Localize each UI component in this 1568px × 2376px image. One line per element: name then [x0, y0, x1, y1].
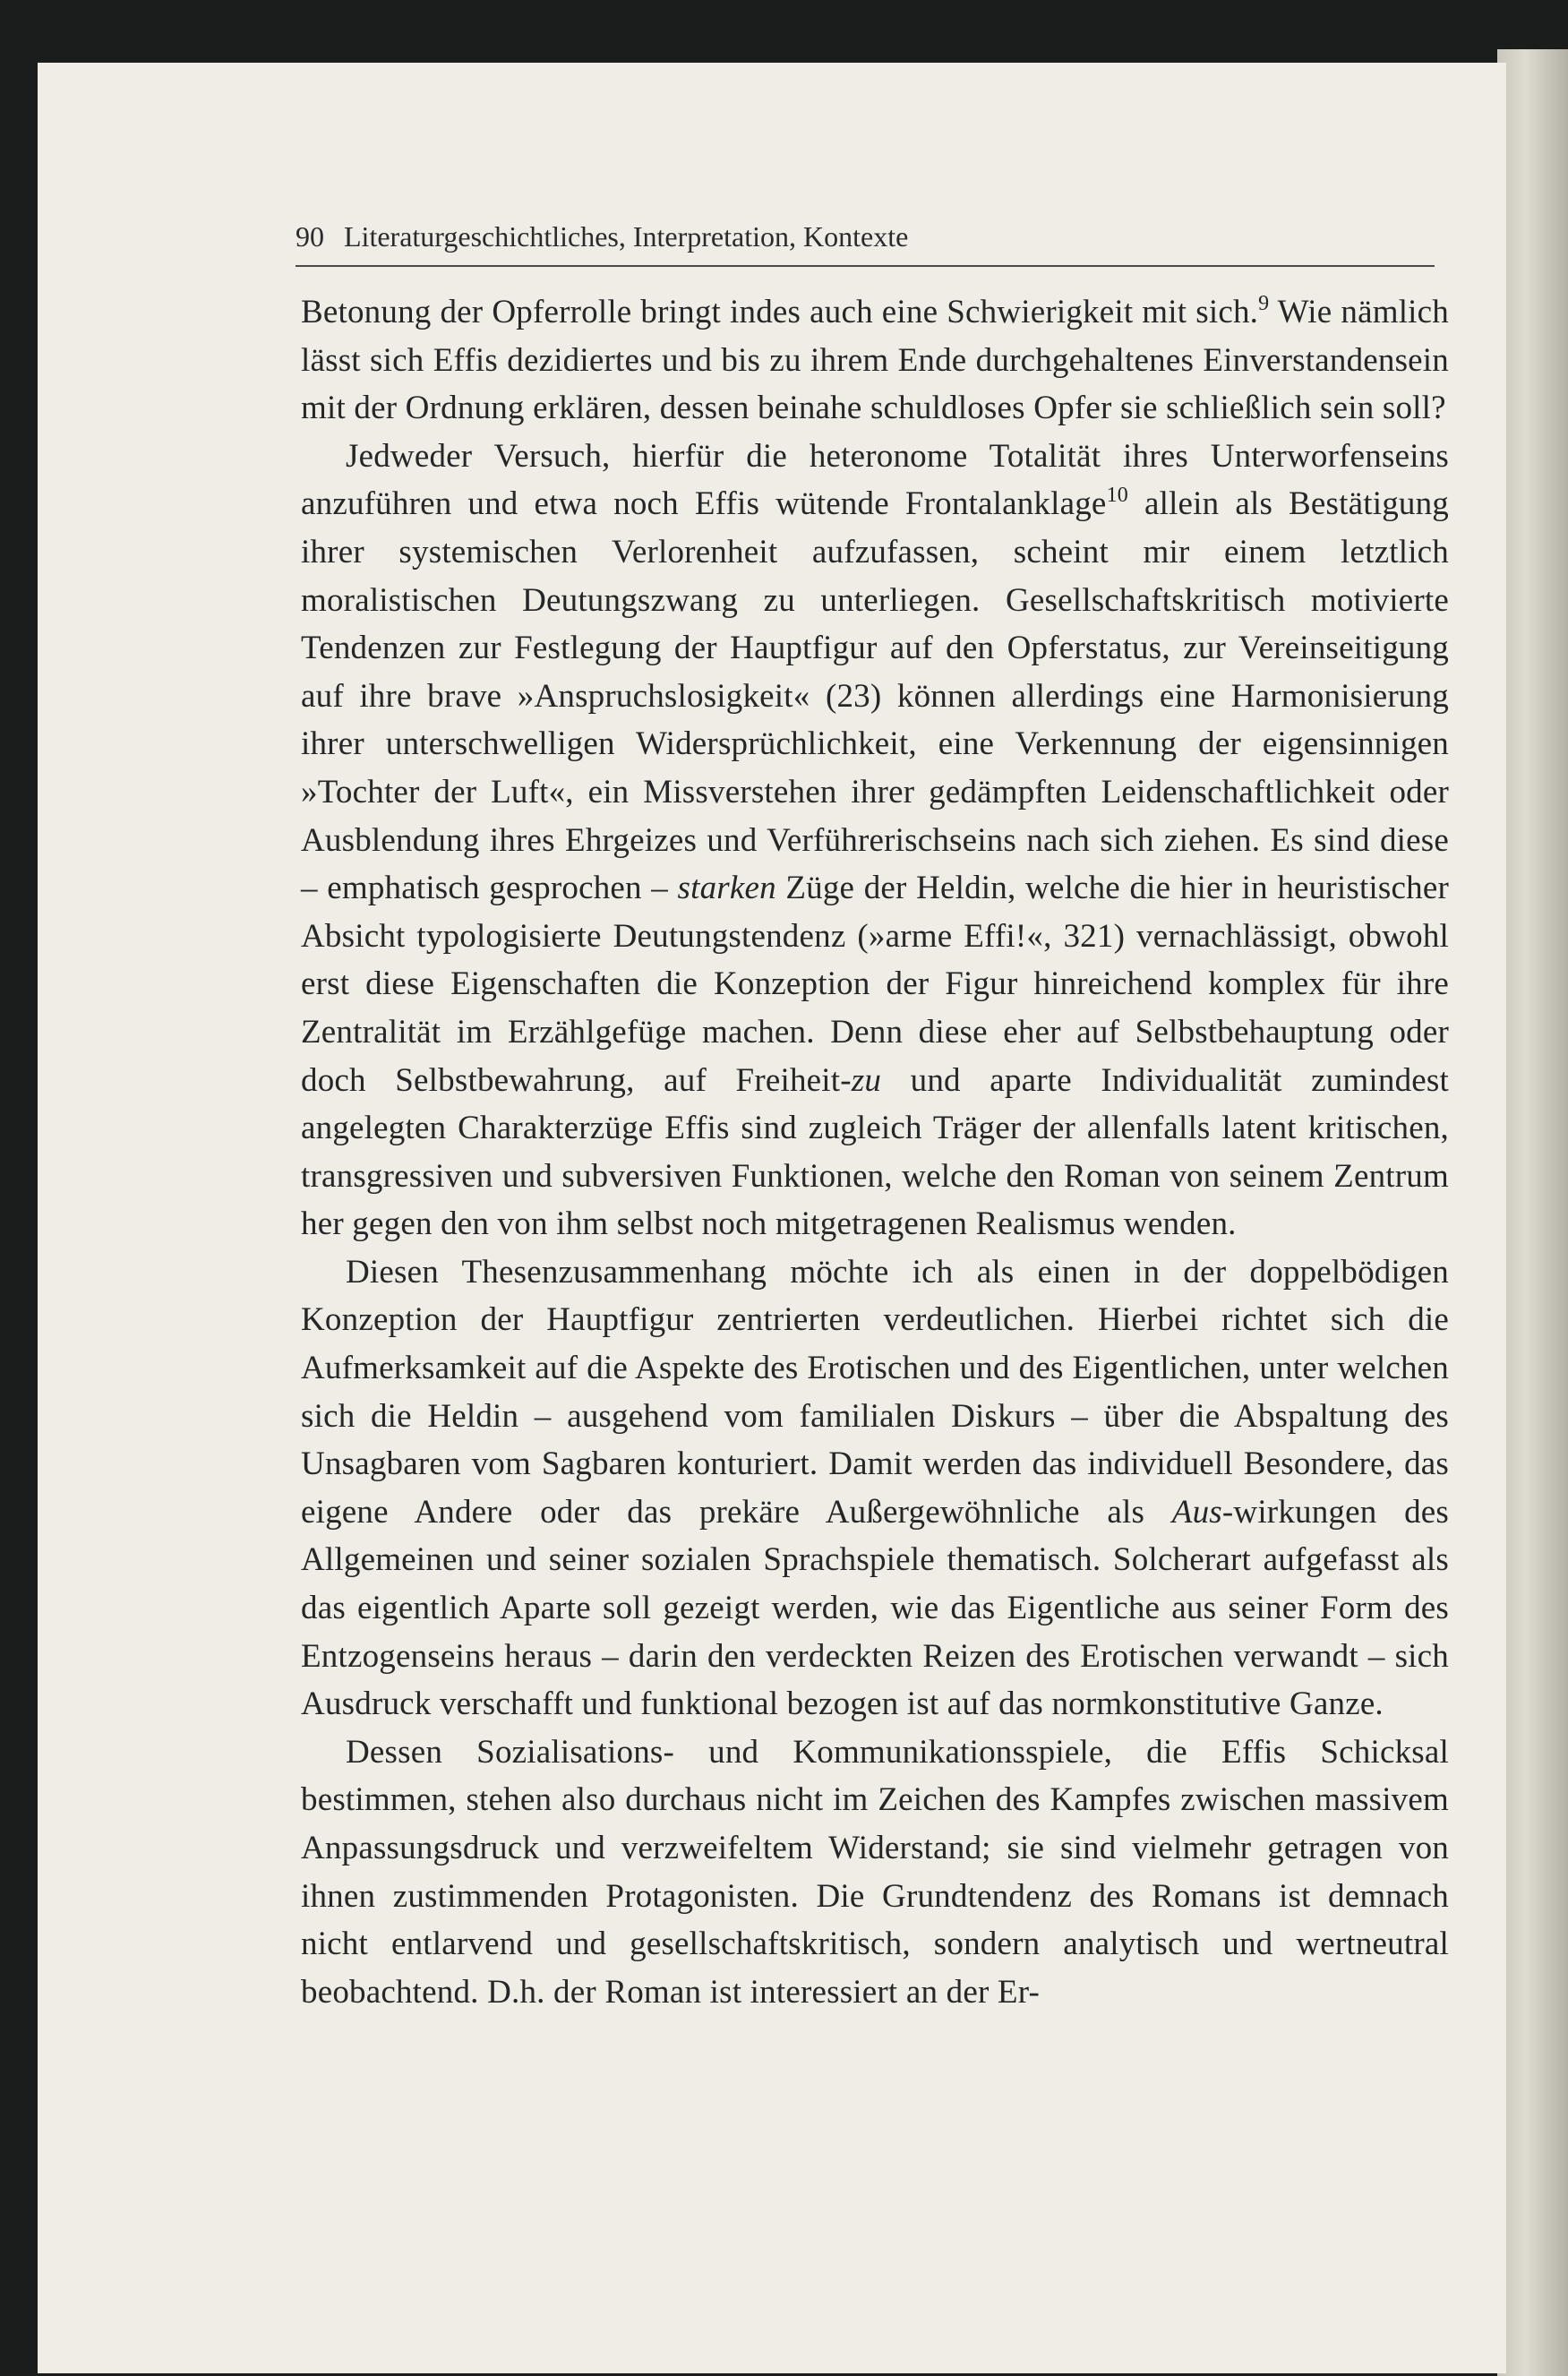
paragraph-1-text-a: Betonung der Opferrolle bringt indes auch eine Schwierigkeit mit sich. — [301, 294, 1259, 330]
paragraph-3-text-a: Diesen Thesenzusammenhang möchte ich als einen in der doppelbödigen Konzeption der Hauptfigur zentrierten verdeutlichen. Hierbei richtet sich die Aufmerksamkeit auf die Aspekte des Erotischen und des Eigentlichen, unter welchen sich die Heldin – ausgehend vom familialen Diskurs – über die Abspaltung des Unsagbaren vom Sagbaren konturiert. Damit werden das individuell Besondere, das eigene Andere oder das prekäre Außergewöhnliche als — [301, 1253, 1449, 1531]
paragraph-3-text-b: -wirkungen des Allgemeinen und seiner sozialen Sprachspiele thematisch. Solcherart aufgefasst als das eigentlich Aparte soll gezeigt werden, wie das Eigentliche aus seiner Form des Entzogenseins heraus – darin den verdeckten Reizen des Erotischen verwandt – sich Ausdruck verschafft und funktional bezogen ist auf das normkonstitutive Ganze. — [301, 1493, 1450, 1723]
paragraph-1-text-b: Wie nämlich lässt sich Effis dezidiertes und bis zu ihrem Ende durchgehaltenes Einverstandensein mit der Ordnung erklären, dessen beinahe schuldloses Opfer sie schließlich sein soll? — [301, 294, 1449, 427]
paragraph-1 — [301, 288, 1449, 433]
paragraph-4-text: Dessen Sozialisations- und Kommunikationsspiele, die Effis Schicksal bestimmen, stehen also durchaus nicht im Zeichen des Kampfes zwischen massivem Anpassungsdruck und verzweifeltem Widerstand; sie sind vielmehr getragen von ihnen zustimmenden Protagonisten. Die Grundtendenz des Romans ist demnach nicht entlarvend und gesellschaftskritisch, sondern analytisch und wertneutral beobachtend. D.h. der Roman ist interessiert an der Er- — [301, 1733, 1449, 2011]
paragraph-2-text-c: Züge der Heldin, welche die hier in heuristischer Absicht typologisierte Deutungstendenz (»arme Effi!«, 321) vernachlässigt, obwohl erst diese Eigenschaften die Konzeption der Figur hinreichend komplex für ihre Zentralität im Erzählgefüge machen. Denn diese eher auf Selbstbehauptung oder doch Selbstbewahrung, auf Freiheit- — [301, 870, 1449, 1099]
paragraph-3 — [301, 1248, 1449, 1728]
emphasis-aus: Aus — [1171, 1493, 1222, 1531]
paragraph-4 — [301, 1728, 1449, 2017]
running-header — [296, 215, 1435, 267]
emphasis-starken: starken — [677, 870, 776, 907]
next-page-edge — [1497, 49, 1568, 2376]
paragraph-2-text-b: allein als Bestätigung ihrer systemischen Verlorenheit aufzufassen, scheint mir einem letztlich moralistischen Deutungszwang zu unterliegen. Gesellschaftskritisch motivierte Tendenzen zur Festlegung der Hauptfigur auf den Opferstatus, zur Vereinseitigung auf ihre brave »Anspruchslosigkeit« (23) können allerdings eine Harmonisierung ihrer unterschwelligen Widersprüchlichkeit, eine Verkennung der eigensinnigen »Tochter der Luft«, ein Missverstehen ihrer gedämpften Leidenschaftlichkeit oder Ausblendung ihres Ehrgeizes und Verführerischseins nach sich ziehen. Es sind diese – emphatisch gesprochen – — [301, 485, 1449, 907]
emphasis-zu: zu — [851, 1061, 882, 1099]
running-title: Literaturgeschichtliches, Interpretation, Kontexte — [344, 220, 909, 253]
paragraph-2-text-a: Jedweder Versuch, hierfür die heteronome Totalität ihres Unterworfenseins anzuführen und etwa noch Effis wütende Frontalanklage — [301, 437, 1449, 523]
paragraph-2 — [301, 433, 1449, 1248]
page-number: 90 — [296, 220, 324, 253]
body-text — [301, 288, 1449, 2016]
footnote-ref-10: 10 — [1106, 484, 1128, 508]
footnote-ref-9: 9 — [1258, 292, 1270, 315]
paragraph-2-text-d: und aparte Individualität zumindest angelegten Charakterzüge Effis sind zugleich Träger der allenfalls latent kritischen, transgressiven und subversiven Funktionen, welche den Roman von seinem Zentrum her gegen den von ihm selbst noch mitgetragenen Realismus wenden. — [301, 1061, 1449, 1243]
